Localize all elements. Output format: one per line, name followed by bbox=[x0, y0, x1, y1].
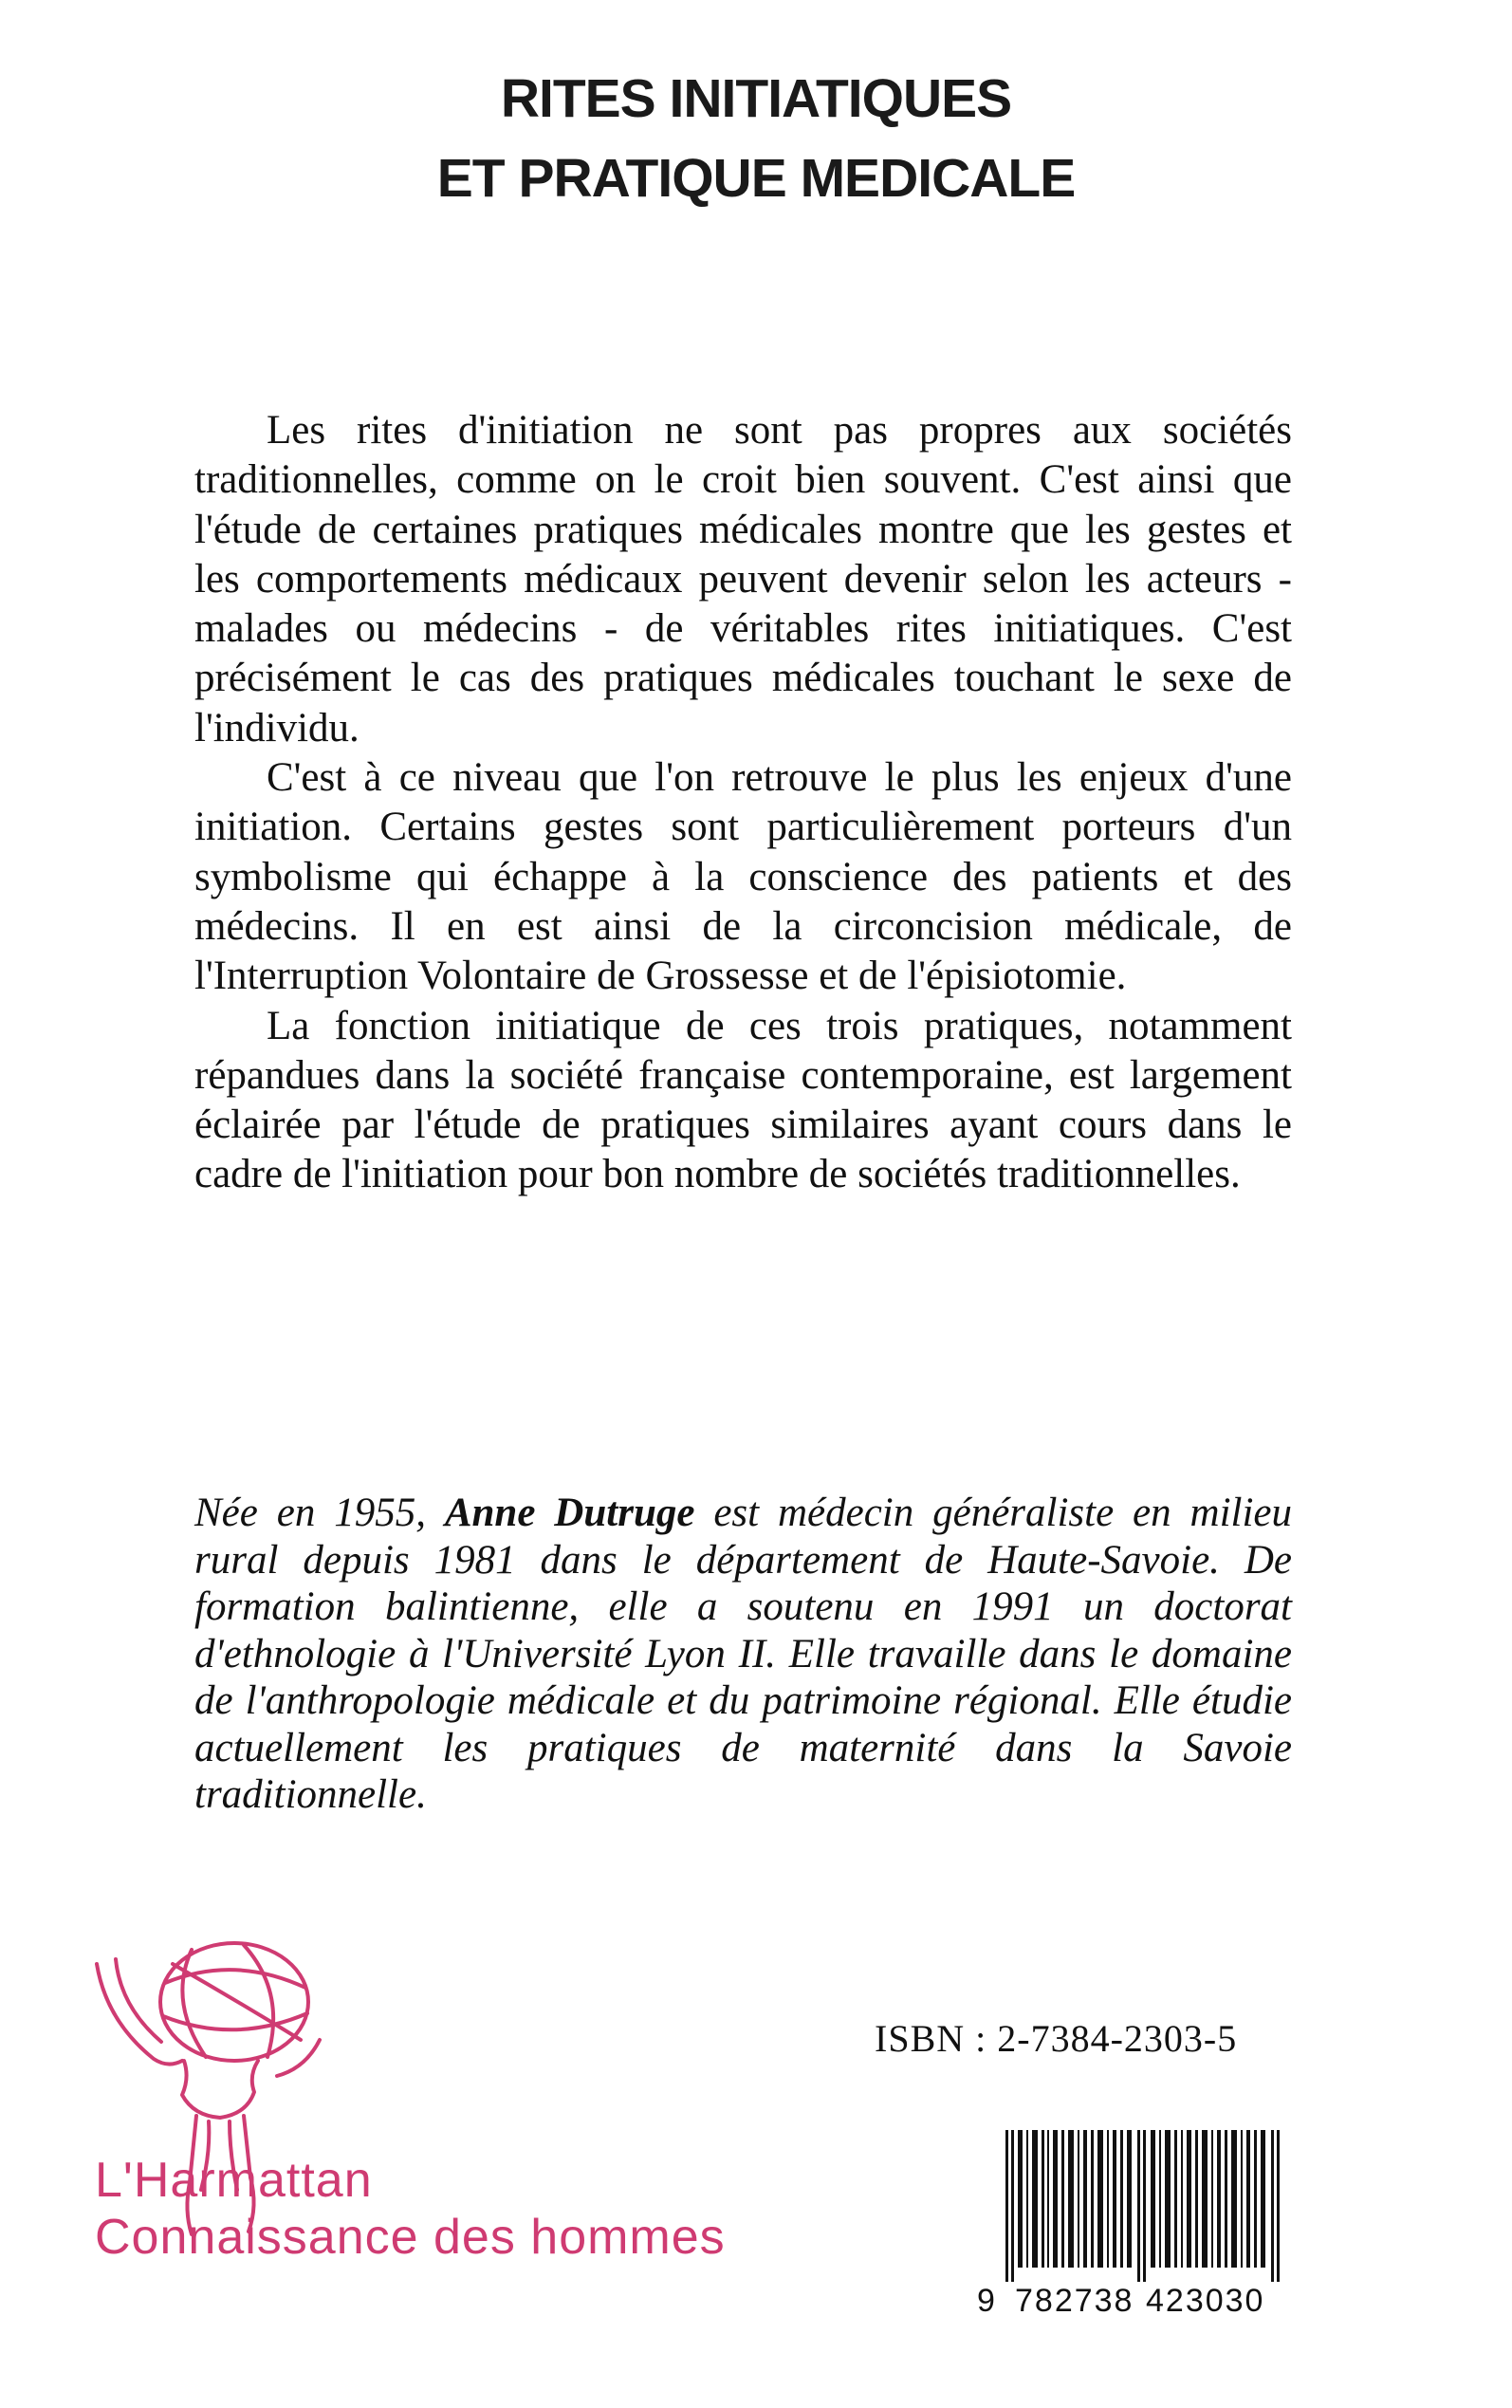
bio-prefix: Née en 1955, bbox=[194, 1491, 445, 1535]
summary-paragraph: C'est à ce niveau que l'on retrouve le plus les enjeux d'une initiation. Certains gestes sont particulièrement porteurs d'un symbolisme qui échappe à la conscience des patients et des médecins. Il en est ainsi de la circoncision médicale, de l'Interruption Volontaire de Grossesse et de l'épisiotomie. bbox=[194, 755, 1292, 999]
publisher-name: L'Harmattan bbox=[95, 2153, 373, 2208]
back-cover-summary bbox=[194, 406, 1292, 1200]
isbn-label: ISBN : 2-7384-2303-5 bbox=[875, 2017, 1238, 2060]
summary-paragraph: La fonction initiatique de ces trois pratiques, notamment répandues dans la société française contemporaine, est largement éclairée par l'étude de pratiques similaires ayant cours dans le cadre de l'initiation pour bon nombre de sociétés traditionnelles. bbox=[194, 1003, 1292, 1197]
summary-paragraph: Les rites d'initiation ne sont pas propres aux sociétés traditionnelles, comme on le croit bien souvent. C'est ainsi que l'étude de certaines pratiques médicales montre que les gestes et les comportements médicaux peuvent devenir selon les acteurs - malades ou médecins - de véritables rites initiatiques. C'est précisément le cas des pratiques médicales touchant le sexe de l'individu. bbox=[194, 408, 1292, 750]
bio-text: est médecin généraliste en milieu rural depuis 1981 dans le département de Haute-Savoie. De formation balintienne, elle a soutenu en 1991 un doctorat d'ethnologie à l'Université Lyon II. Elle travaille dans le domaine de l'anthropologie médicale et du patrimoine régional. Elle étudie actuellement les pratiques de maternité dans la Savoie traditionnelle. bbox=[194, 1491, 1292, 1817]
barcode-bars-icon bbox=[1004, 2130, 1288, 2282]
barcode-first-digit: 9 bbox=[977, 2283, 995, 2319]
publisher-block bbox=[95, 2152, 726, 2266]
author-bio bbox=[194, 1490, 1292, 1819]
author-name: Anne Dutruge bbox=[444, 1491, 695, 1535]
book-title bbox=[0, 59, 1512, 218]
title-line-1: RITES INITIATIQUES bbox=[500, 68, 1012, 129]
barcode-right-group: 423030 bbox=[1146, 2283, 1265, 2319]
ean-barcode bbox=[977, 2130, 1290, 2320]
publisher-series: Connaissance des hommes bbox=[95, 2210, 726, 2265]
barcode-left-group: 782738 bbox=[1015, 2283, 1134, 2319]
title-line-2: ET PRATIQUE MEDICALE bbox=[436, 148, 1076, 209]
